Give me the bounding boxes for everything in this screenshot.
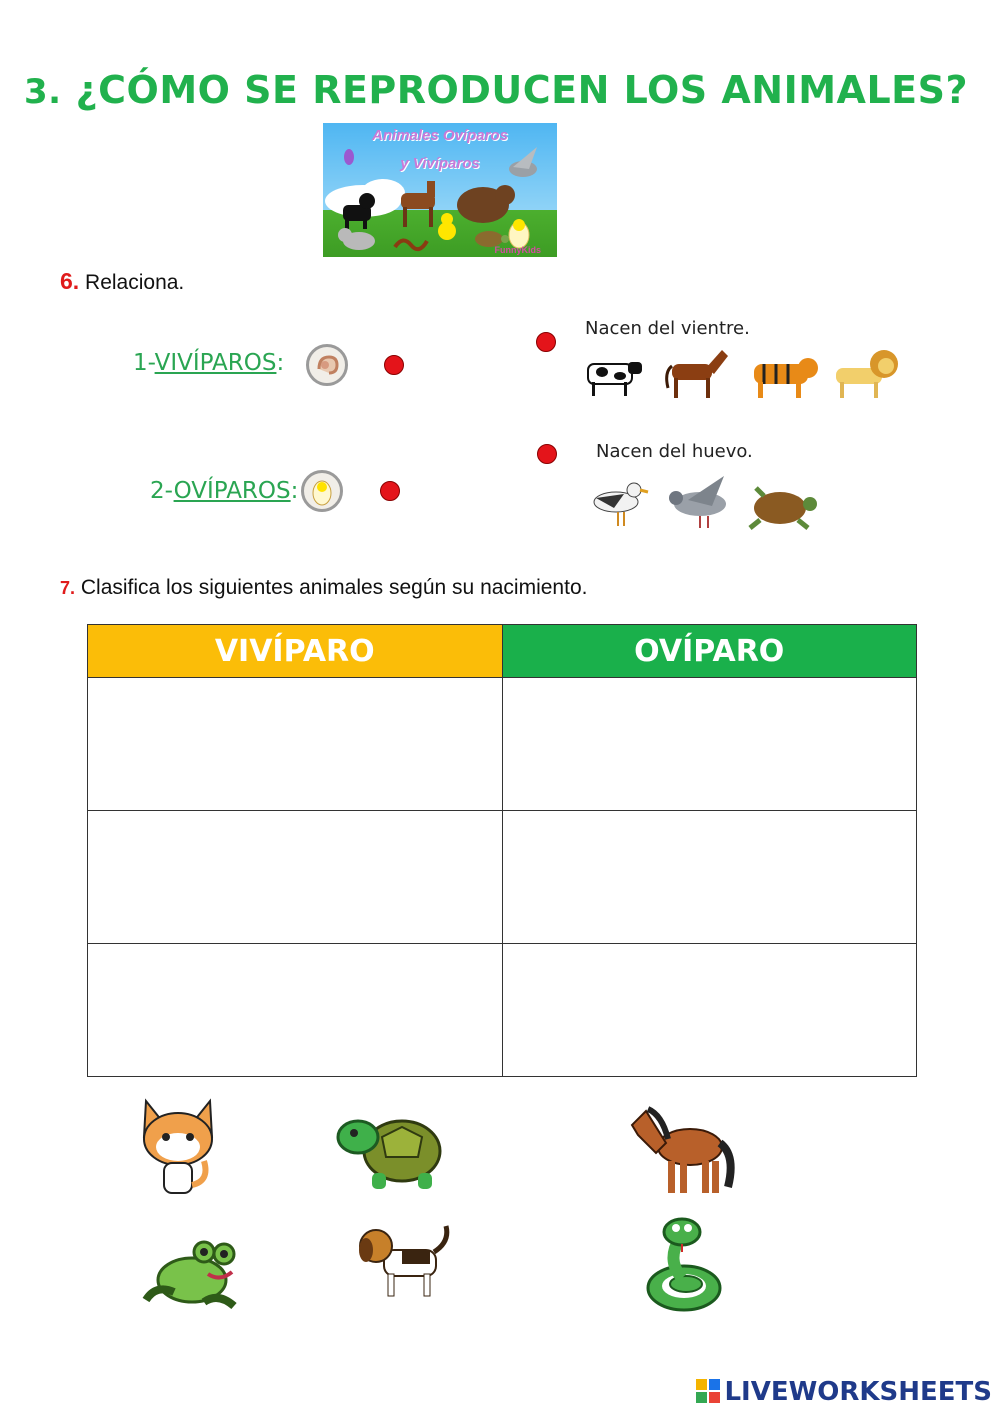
dog-icon — [359, 1226, 447, 1296]
draggable-dog[interactable] — [354, 1222, 452, 1302]
table-row — [88, 944, 917, 1077]
drop-zone-oviparo-2[interactable] — [502, 811, 917, 944]
horse-icon — [667, 350, 728, 398]
lion-icon — [836, 350, 898, 398]
header-oviparo: OVÍPARO — [502, 625, 917, 678]
question-6-number: 6. — [60, 268, 80, 294]
drop-zone-viviparo-3[interactable] — [88, 944, 503, 1077]
banner-credit: FunnyKids — [494, 245, 541, 255]
turtle-icon — [338, 1121, 440, 1189]
table-row — [88, 811, 917, 944]
womb-icon — [306, 344, 348, 386]
draggable-frog[interactable] — [138, 1236, 240, 1314]
horse-icon — [632, 1109, 731, 1193]
match-dot-oviparos[interactable] — [380, 481, 400, 501]
chick-icon — [438, 213, 456, 240]
draggable-horse[interactable] — [626, 1095, 738, 1199]
category-viviparos — [133, 350, 284, 376]
draggable-cat[interactable] — [132, 1093, 224, 1199]
butterfly-icon — [344, 149, 354, 165]
drop-zone-viviparo-1[interactable] — [88, 678, 503, 811]
question-7 — [60, 576, 587, 600]
category-oviparos-colon: : — [290, 478, 299, 504]
page-title — [24, 68, 968, 112]
drop-zone-viviparo-2[interactable] — [88, 811, 503, 944]
bird-icon — [509, 147, 537, 177]
cat-icon — [338, 228, 375, 250]
banner-title-line2: y Vivíparos — [400, 155, 480, 172]
tiger-icon — [754, 358, 818, 398]
question-6 — [60, 268, 184, 295]
desc-huevo: Nacen del huevo. — [596, 441, 753, 462]
frog-icon — [146, 1242, 234, 1306]
seagull-icon — [594, 483, 648, 526]
drop-zone-oviparo-1[interactable] — [502, 678, 917, 811]
draggable-snake[interactable] — [642, 1214, 724, 1314]
category-oviparos — [150, 478, 298, 504]
snake-icon — [648, 1219, 720, 1310]
pigeon-icon — [669, 476, 726, 528]
draggable-turtle[interactable] — [336, 1103, 448, 1195]
liveworksheets-brand: LIVEWORKSHEETS — [724, 1377, 992, 1407]
category-oviparos-prefix: 2- — [150, 478, 174, 504]
section-title: ¿CÓMO SE REPRODUCEN LOS ANIMALES? — [75, 68, 969, 112]
liveworksheets-logo — [696, 1377, 992, 1407]
bear-icon — [457, 185, 515, 223]
egg-hatching-icon — [301, 470, 343, 512]
cat-icon — [144, 1101, 212, 1193]
question-6-text: Relaciona. — [85, 271, 185, 294]
section-number: 3. — [24, 72, 62, 112]
snake-icon — [395, 240, 427, 249]
match-dot-vientre[interactable] — [536, 332, 556, 352]
match-dot-viviparos[interactable] — [384, 355, 404, 375]
question-7-text: Clasifica los siguientes animales según su nacimiento. — [80, 576, 588, 599]
match-dot-huevo[interactable] — [537, 444, 557, 464]
question-7-number: 7. — [60, 578, 76, 598]
cow-icon — [588, 362, 642, 396]
sea-turtle-icon — [750, 488, 817, 528]
desc-vientre: Nacen del vientre. — [585, 318, 750, 339]
table-row — [88, 678, 917, 811]
classification-table — [87, 624, 917, 1077]
category-viviparos-prefix: 1- — [133, 350, 155, 376]
banner-title-line1: Animales Ovíparos — [372, 127, 508, 144]
horse-icon — [401, 181, 435, 227]
drop-zone-oviparo-3[interactable] — [502, 944, 917, 1077]
banner-image — [323, 123, 557, 257]
liveworksheets-grid-icon — [696, 1379, 720, 1403]
category-viviparos-label: VIVÍPAROS — [154, 350, 277, 376]
header-viviparo: VIVÍPARO — [88, 625, 503, 678]
hatching-chick-icon — [509, 219, 529, 248]
category-viviparos-colon: : — [276, 350, 285, 376]
category-oviparos-label: OVÍPAROS — [173, 478, 291, 504]
